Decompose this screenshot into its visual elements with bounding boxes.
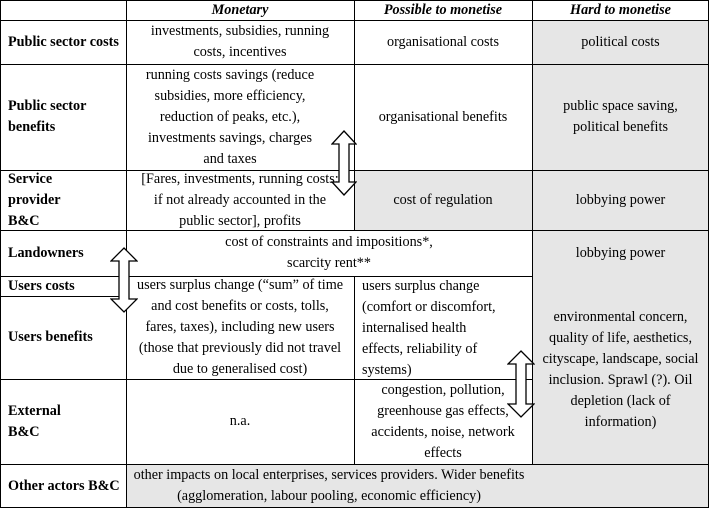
public-costs-possible: organisational costs — [386, 33, 500, 50]
external-monetary: n.a. — [229, 413, 251, 429]
service-provider-hard: lobbying power — [575, 191, 666, 208]
users-monetary: users surplus change (“sum” of time and cost benefits or costs, tolls, fares, taxes), including new users (those that previously did not travel due to generalised cost) — [136, 277, 344, 377]
public-costs-hard: political costs — [581, 33, 660, 50]
public-benefits-possible: organisational benefits — [378, 108, 508, 125]
header-monetary: Monetary — [211, 1, 269, 18]
row-label-public-benefits: Public sector benefits — [8, 98, 87, 135]
public-costs-monetary: investments, subsidies, running costs, incentives — [150, 23, 330, 60]
header-possible: Possible to monetise — [383, 1, 503, 18]
landowners-monetary-possible: cost of constraints and impositions*, scarcity rent** — [225, 234, 433, 271]
landowners-hard: lobbying power — [575, 244, 666, 261]
users-external-hard: environmental concern, quality of life, aesthetics, cityscape, landscape, social inclusion. Sprawl (?). Oil depletion (lack of information) — [542, 309, 699, 430]
row-label-service-provider: Service provider B&C — [8, 170, 61, 229]
row-label-other-actors: Other actors B&C — [8, 477, 120, 494]
public-benefits-monetary: running costs savings (reduce subsidies, more efficiency, reduction of peaks, etc.), investments savings, charges and taxes — [145, 66, 315, 167]
double-arrow-icon — [507, 350, 535, 418]
double-arrow-icon — [331, 130, 357, 196]
row-label-public-costs: Public sector costs — [8, 33, 119, 50]
row-label-landowners: Landowners — [8, 244, 84, 261]
row-label-users-costs: Users costs — [8, 277, 75, 294]
users-possible: users surplus change (comfort or discomfort, internalised health effects, reliability of systems) — [362, 278, 496, 378]
header-hard: Hard to monetise — [570, 1, 671, 18]
service-provider-possible: cost of regulation — [393, 191, 493, 208]
service-provider-monetary: [Fares, investments, running costs: if not already accounted in the public sector], profits — [141, 170, 339, 229]
double-arrow-icon — [110, 247, 138, 313]
row-label-external: External B&C — [8, 402, 61, 440]
public-benefits-hard: public space saving, political benefits — [563, 98, 678, 135]
other-actors-text: other impacts on local enterprises, services providers. Wider benefits (agglomeration, labour pooling, economic efficiency) — [133, 467, 525, 504]
external-possible: congestion, pollution, greenhouse gas effects, accidents, noise, network effects — [371, 381, 515, 461]
row-label-users-benefits: Users benefits — [8, 329, 93, 345]
